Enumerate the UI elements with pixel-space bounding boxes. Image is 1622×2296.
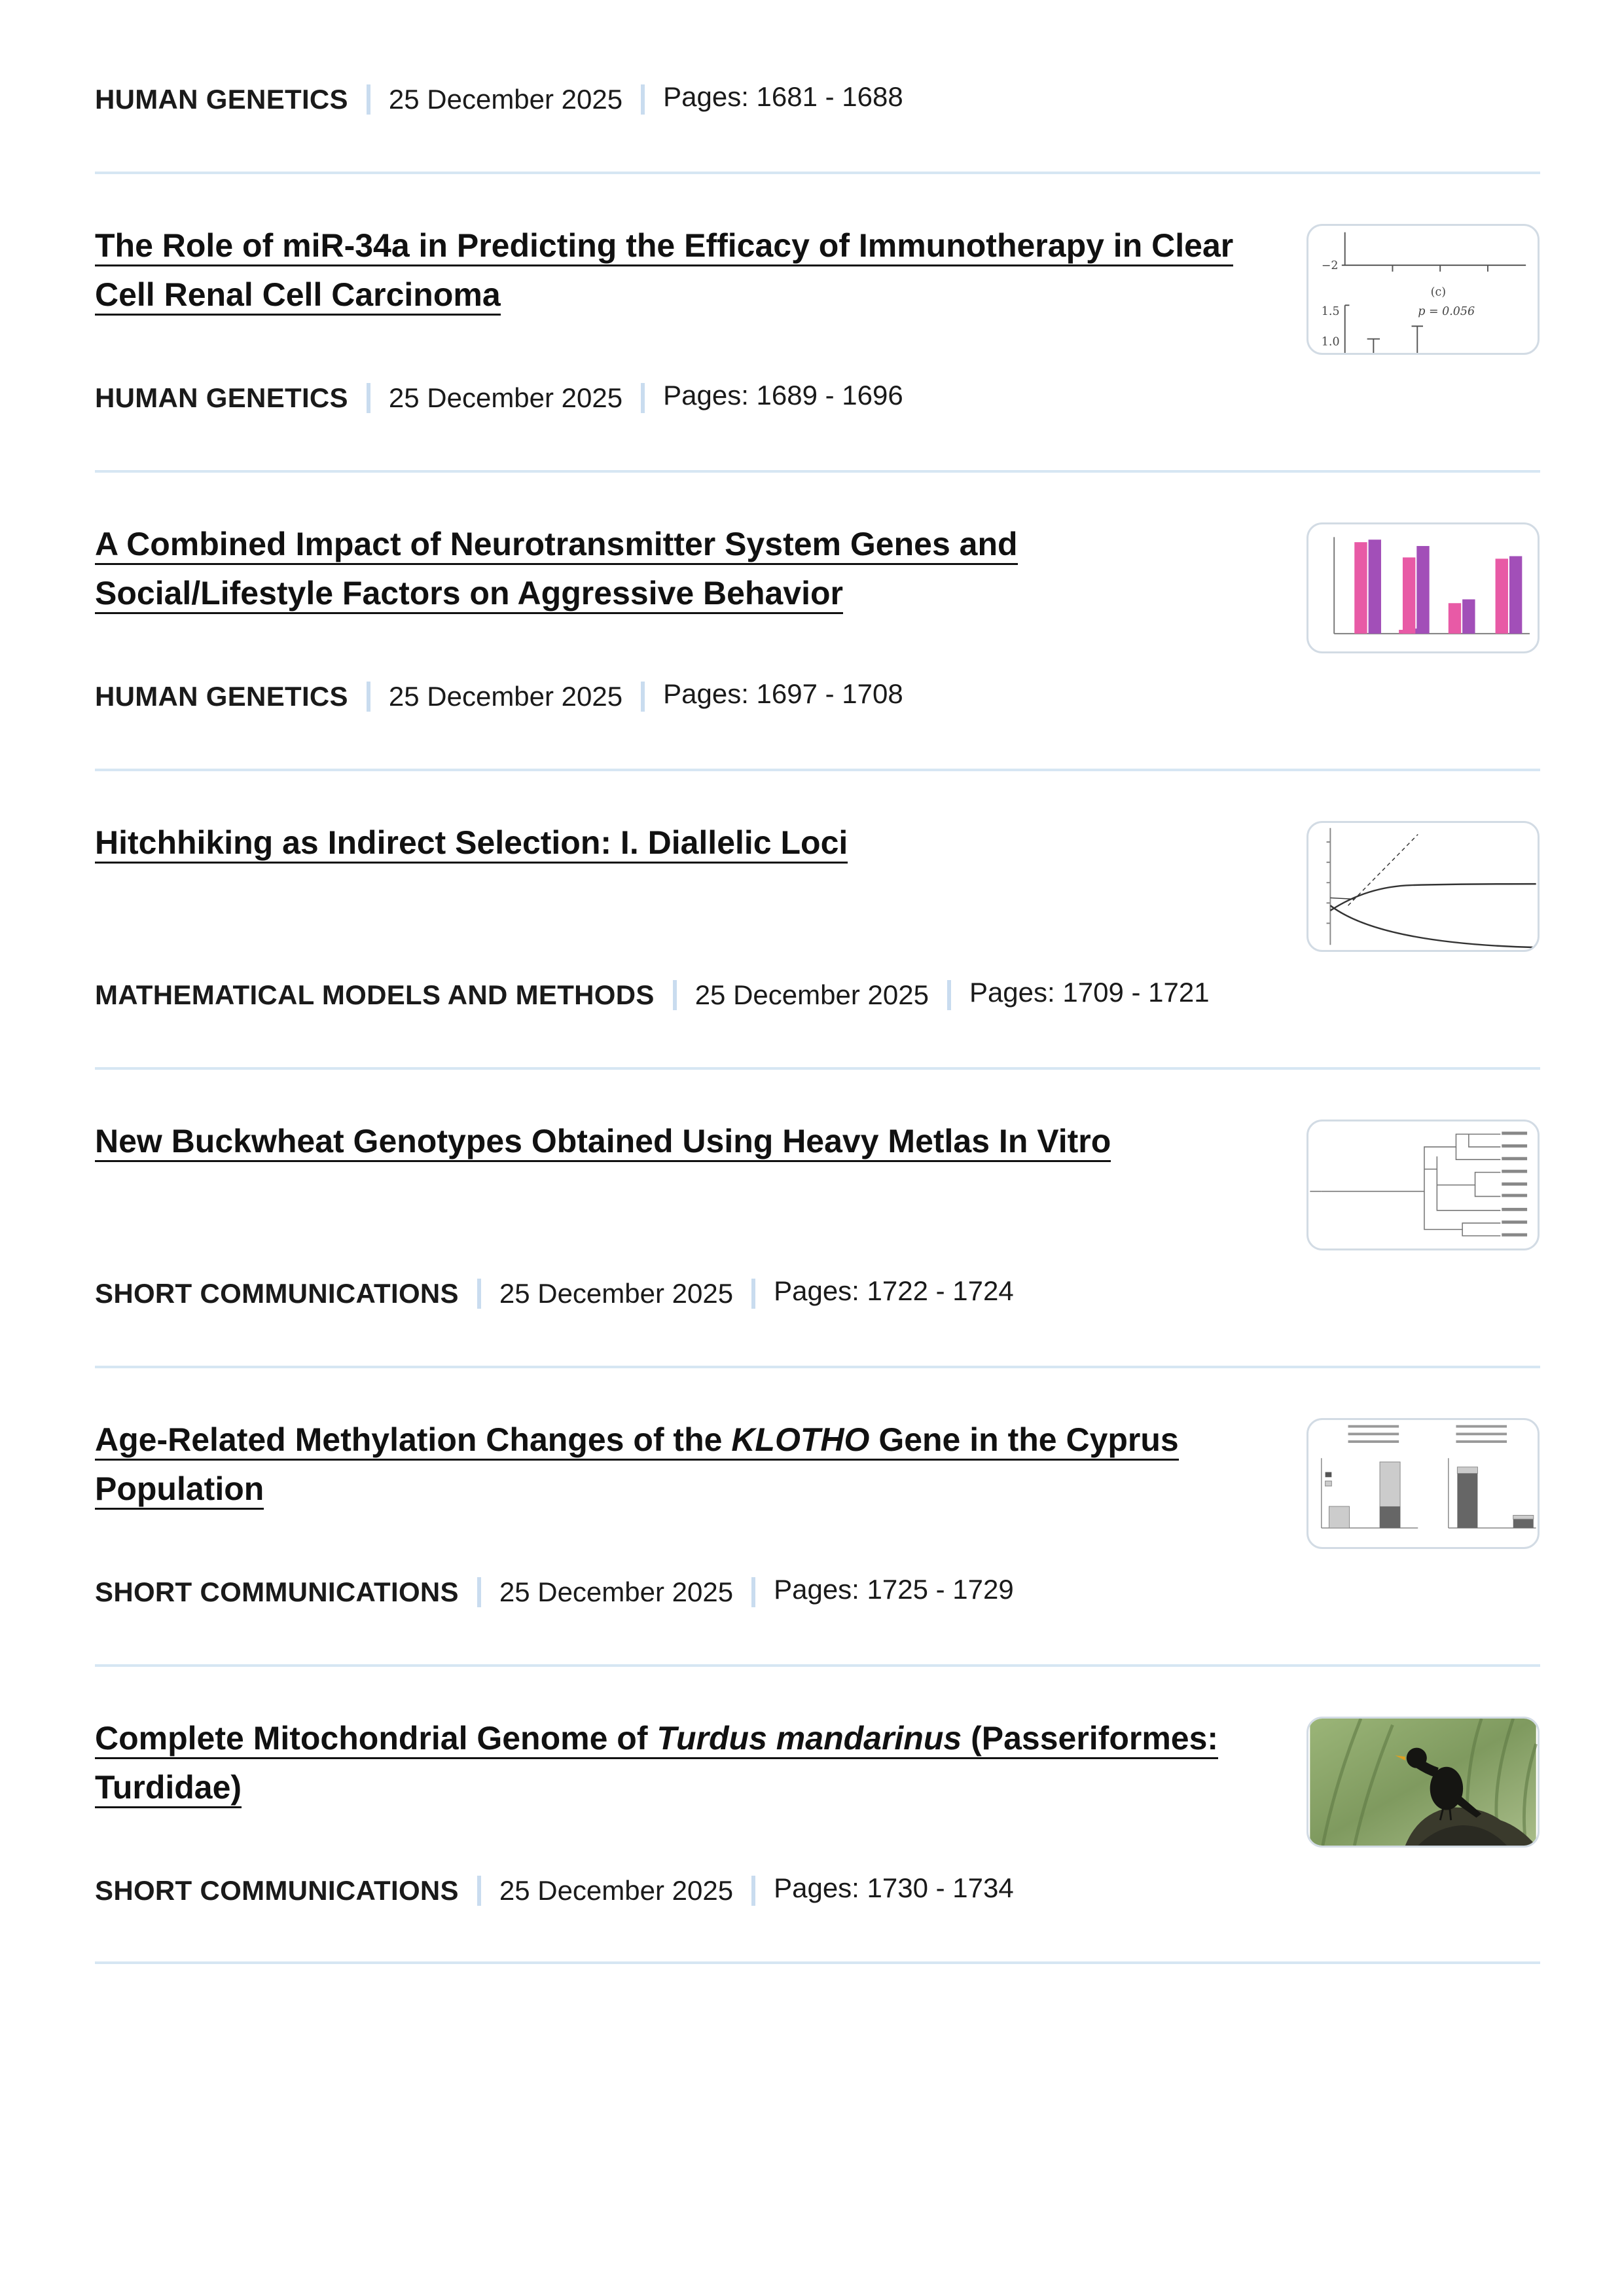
title-text: Age-Related Methylation Changes of the bbox=[95, 1421, 732, 1458]
meta-separator bbox=[367, 682, 370, 712]
article-meta bbox=[95, 80, 903, 119]
thumb-panel-label: (c) bbox=[1430, 285, 1447, 299]
article-title bbox=[95, 1415, 1260, 1514]
article-date: 25 December 2025 bbox=[388, 681, 623, 712]
thumb-tick-label: 1.0 bbox=[1321, 335, 1340, 349]
article-date: 25 December 2025 bbox=[694, 979, 929, 1010]
meta-separator bbox=[947, 980, 951, 1010]
article-date: 25 December 2025 bbox=[499, 1278, 734, 1309]
article-pages: Pages: 1730 - 1734 bbox=[774, 1872, 1014, 1903]
article-category[interactable]: HUMAN GENETICS bbox=[95, 681, 348, 712]
thumb-p-value: p = 0.056 bbox=[1418, 304, 1475, 318]
article-meta bbox=[95, 1573, 1014, 1612]
article-title bbox=[95, 221, 1260, 319]
meta-separator bbox=[751, 1876, 755, 1906]
article-title-link[interactable]: A Combined Impact of Neurotransmitter System Genes and bbox=[95, 526, 1018, 565]
article-category[interactable]: MATHEMATICAL MODELS AND METHODS bbox=[95, 979, 655, 1010]
article-category[interactable]: SHORT COMMUNICATIONS bbox=[95, 1576, 459, 1607]
meta-separator bbox=[751, 1577, 755, 1607]
thumb-tick-label: −2 bbox=[1321, 259, 1339, 272]
meta-separator bbox=[477, 1577, 481, 1607]
title-text: (Passeriformes: bbox=[962, 1720, 1219, 1757]
meta-separator bbox=[641, 682, 645, 712]
article-thumbnail-dendrogram[interactable] bbox=[1307, 1120, 1540, 1250]
article-title-link[interactable]: The Role of miR-34a in Predicting the Efficacy of Immunotherapy in Clear bbox=[95, 227, 1233, 266]
article-divider bbox=[95, 769, 1540, 771]
meta-separator bbox=[641, 84, 645, 115]
article-pages: Pages: 1681 - 1688 bbox=[663, 81, 903, 112]
article-divider bbox=[95, 470, 1540, 473]
meta-separator bbox=[673, 980, 677, 1010]
article-thumbnail-bird-photo[interactable] bbox=[1307, 1717, 1540, 1848]
article-title-link[interactable]: Social/Lifestyle Factors on Aggressive Behavior bbox=[95, 575, 843, 614]
article-title-link[interactable] bbox=[95, 1421, 1179, 1461]
article-title bbox=[95, 520, 1260, 618]
article-divider bbox=[95, 172, 1540, 174]
article-date: 25 December 2025 bbox=[499, 1576, 734, 1607]
thumb-tick-label: 1.5 bbox=[1321, 304, 1340, 318]
article-pages: Pages: 1722 - 1724 bbox=[774, 1275, 1014, 1306]
article-meta bbox=[95, 677, 903, 716]
article-title-link[interactable] bbox=[95, 1720, 1218, 1759]
article-divider bbox=[95, 1961, 1540, 1964]
article-pages: Pages: 1725 - 1729 bbox=[774, 1574, 1014, 1605]
article-title-link[interactable]: New Buckwheat Genotypes Obtained Using Heavy Metlas In Vitro bbox=[95, 1123, 1111, 1162]
article-title-link[interactable]: Hitchhiking as Indirect Selection: I. Diallelic Loci bbox=[95, 824, 848, 864]
meta-separator bbox=[641, 383, 645, 413]
article-pages: Pages: 1709 - 1721 bbox=[969, 977, 1210, 1008]
article-thumbnail-graph[interactable] bbox=[1307, 224, 1540, 355]
article-title-link[interactable]: Cell Renal Cell Carcinoma bbox=[95, 276, 501, 316]
article-pages: Pages: 1689 - 1696 bbox=[663, 380, 903, 410]
article-divider bbox=[95, 1366, 1540, 1368]
article-divider bbox=[95, 1067, 1540, 1070]
article-category[interactable]: HUMAN GENETICS bbox=[95, 382, 348, 413]
article-title-link[interactable]: Turdidae) bbox=[95, 1769, 242, 1808]
title-text: Gene in the Cyprus bbox=[869, 1421, 1179, 1458]
title-italic-text: KLOTHO bbox=[731, 1421, 870, 1458]
title-text: Complete Mitochondrial Genome of bbox=[95, 1720, 657, 1757]
article-title-link[interactable]: Population bbox=[95, 1470, 264, 1510]
article-category[interactable]: HUMAN GENETICS bbox=[95, 84, 348, 115]
article-thumbnail-bar-chart[interactable] bbox=[1307, 522, 1540, 653]
article-thumbnail-curve-plot[interactable] bbox=[1307, 821, 1540, 952]
article-date: 25 December 2025 bbox=[388, 382, 623, 413]
article-date: 25 December 2025 bbox=[499, 1875, 734, 1906]
article-meta bbox=[95, 1871, 1014, 1910]
article-date: 25 December 2025 bbox=[388, 84, 623, 115]
article-thumbnail-stacked-bars[interactable] bbox=[1307, 1418, 1540, 1549]
meta-separator bbox=[367, 383, 370, 413]
article-title bbox=[95, 1117, 1260, 1166]
article-meta bbox=[95, 1274, 1014, 1313]
meta-separator bbox=[751, 1279, 755, 1309]
meta-separator bbox=[477, 1876, 481, 1906]
article-title bbox=[95, 1714, 1260, 1812]
article-divider bbox=[95, 1664, 1540, 1667]
article-meta bbox=[95, 378, 903, 418]
meta-separator bbox=[367, 84, 370, 115]
article-title bbox=[95, 818, 1260, 867]
meta-separator bbox=[477, 1279, 481, 1309]
article-meta bbox=[95, 975, 1210, 1015]
title-italic-text: Turdus mandarinus bbox=[657, 1720, 962, 1757]
article-pages: Pages: 1697 - 1708 bbox=[663, 678, 903, 709]
article-category[interactable]: SHORT COMMUNICATIONS bbox=[95, 1278, 459, 1309]
article-category[interactable]: SHORT COMMUNICATIONS bbox=[95, 1875, 459, 1906]
